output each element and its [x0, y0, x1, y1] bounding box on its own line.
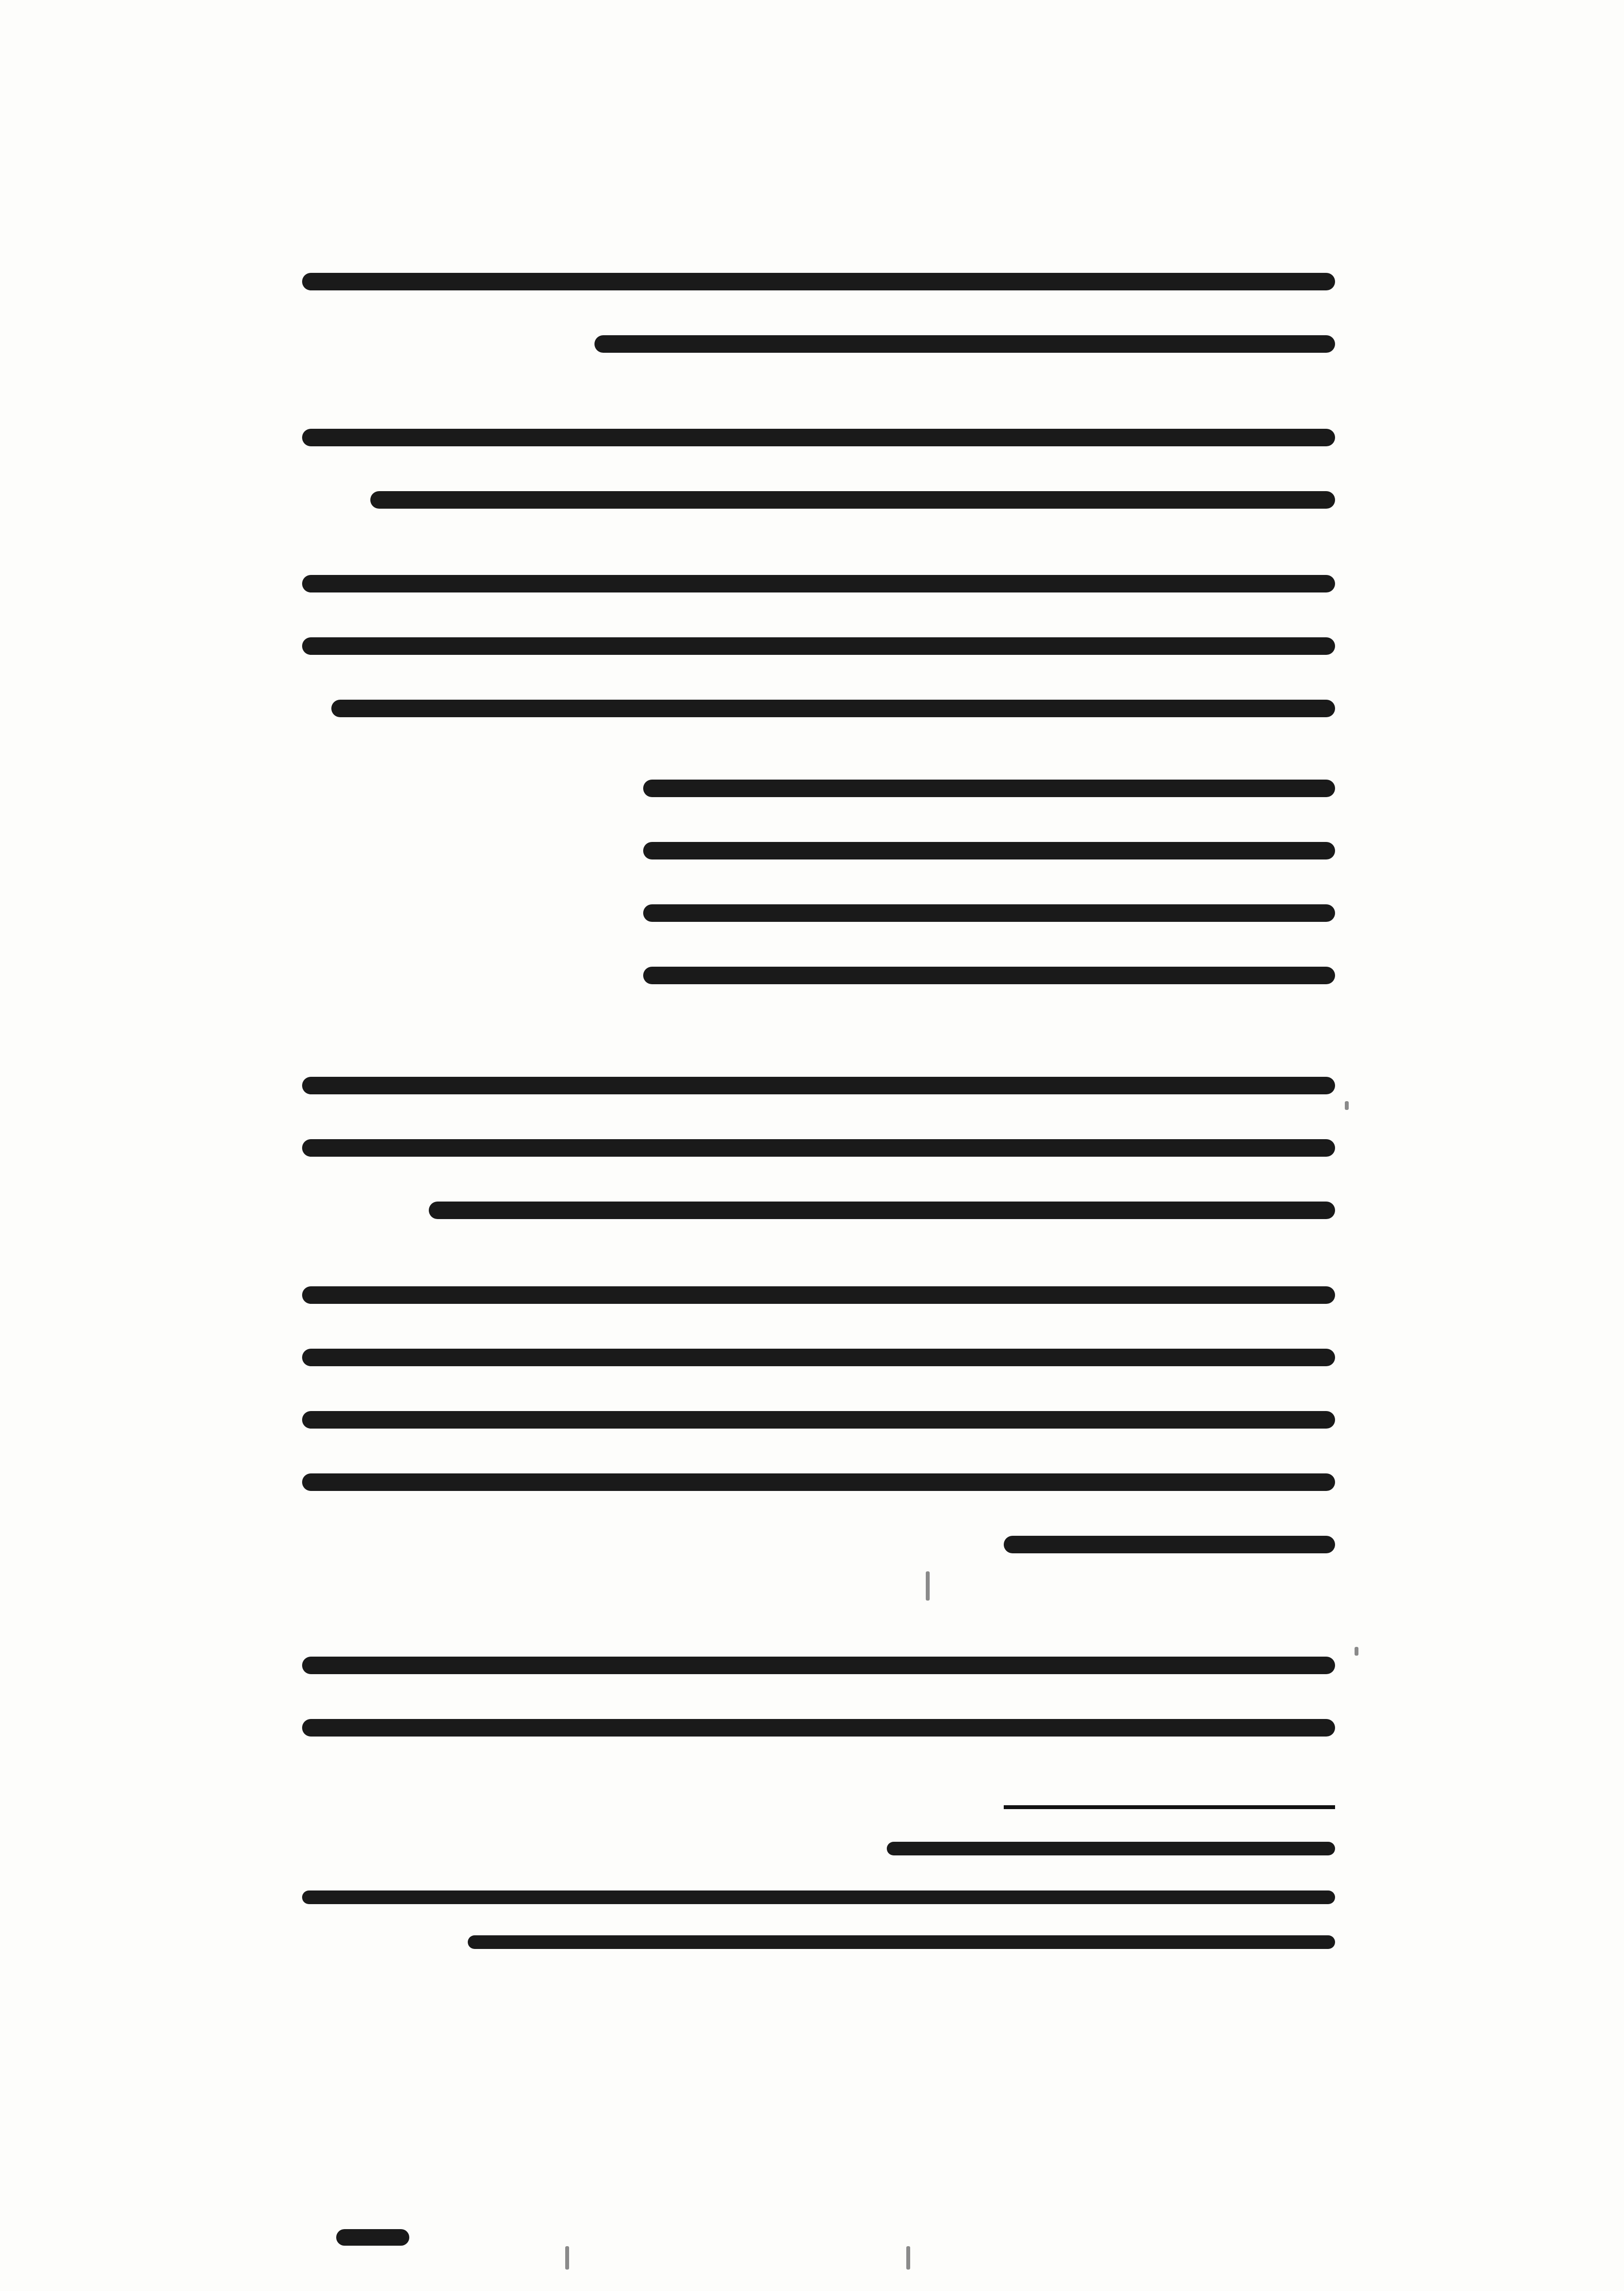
text-line [302, 1286, 1335, 1304]
scan-mark [926, 1571, 930, 1601]
footnote-1 [302, 1842, 1335, 1855]
paragraph-6 [302, 1657, 1335, 1737]
text-line [1004, 1536, 1335, 1553]
footnote-line [302, 1890, 1335, 1904]
text-line [302, 1657, 1335, 1674]
scan-mark [565, 2246, 569, 2270]
paragraph-3 [302, 575, 1335, 717]
text-line [302, 575, 1335, 592]
page-number [336, 2229, 409, 2246]
scan-dot [1355, 1647, 1358, 1656]
text-line [331, 700, 1335, 717]
text-line [302, 1349, 1335, 1366]
footnote-separator [1004, 1805, 1335, 1809]
text-line [302, 273, 1335, 290]
text-line [594, 335, 1335, 353]
scan-dot [1345, 1101, 1349, 1110]
paragraph-5 [302, 1286, 1335, 1553]
footnote-line [887, 1842, 1335, 1855]
text-line [429, 1202, 1335, 1219]
paragraph-1 [302, 273, 1335, 353]
verse-line [643, 842, 1335, 859]
text-line [302, 1719, 1335, 1737]
footnote-line [468, 1935, 1335, 1949]
text-line [302, 1411, 1335, 1429]
scan-mark [906, 2246, 910, 2270]
text-line [302, 429, 1335, 446]
verse-block [302, 780, 1335, 984]
footnote-2 [302, 1890, 1335, 1949]
text-line [302, 1473, 1335, 1491]
paragraph-2 [302, 429, 1335, 509]
verse-line [643, 967, 1335, 984]
text-line [370, 491, 1335, 509]
text-line [302, 1139, 1335, 1157]
text-line [302, 1077, 1335, 1094]
paragraph-4 [302, 1077, 1335, 1219]
verse-line [643, 904, 1335, 922]
verse-line [643, 780, 1335, 797]
text-line [302, 637, 1335, 655]
